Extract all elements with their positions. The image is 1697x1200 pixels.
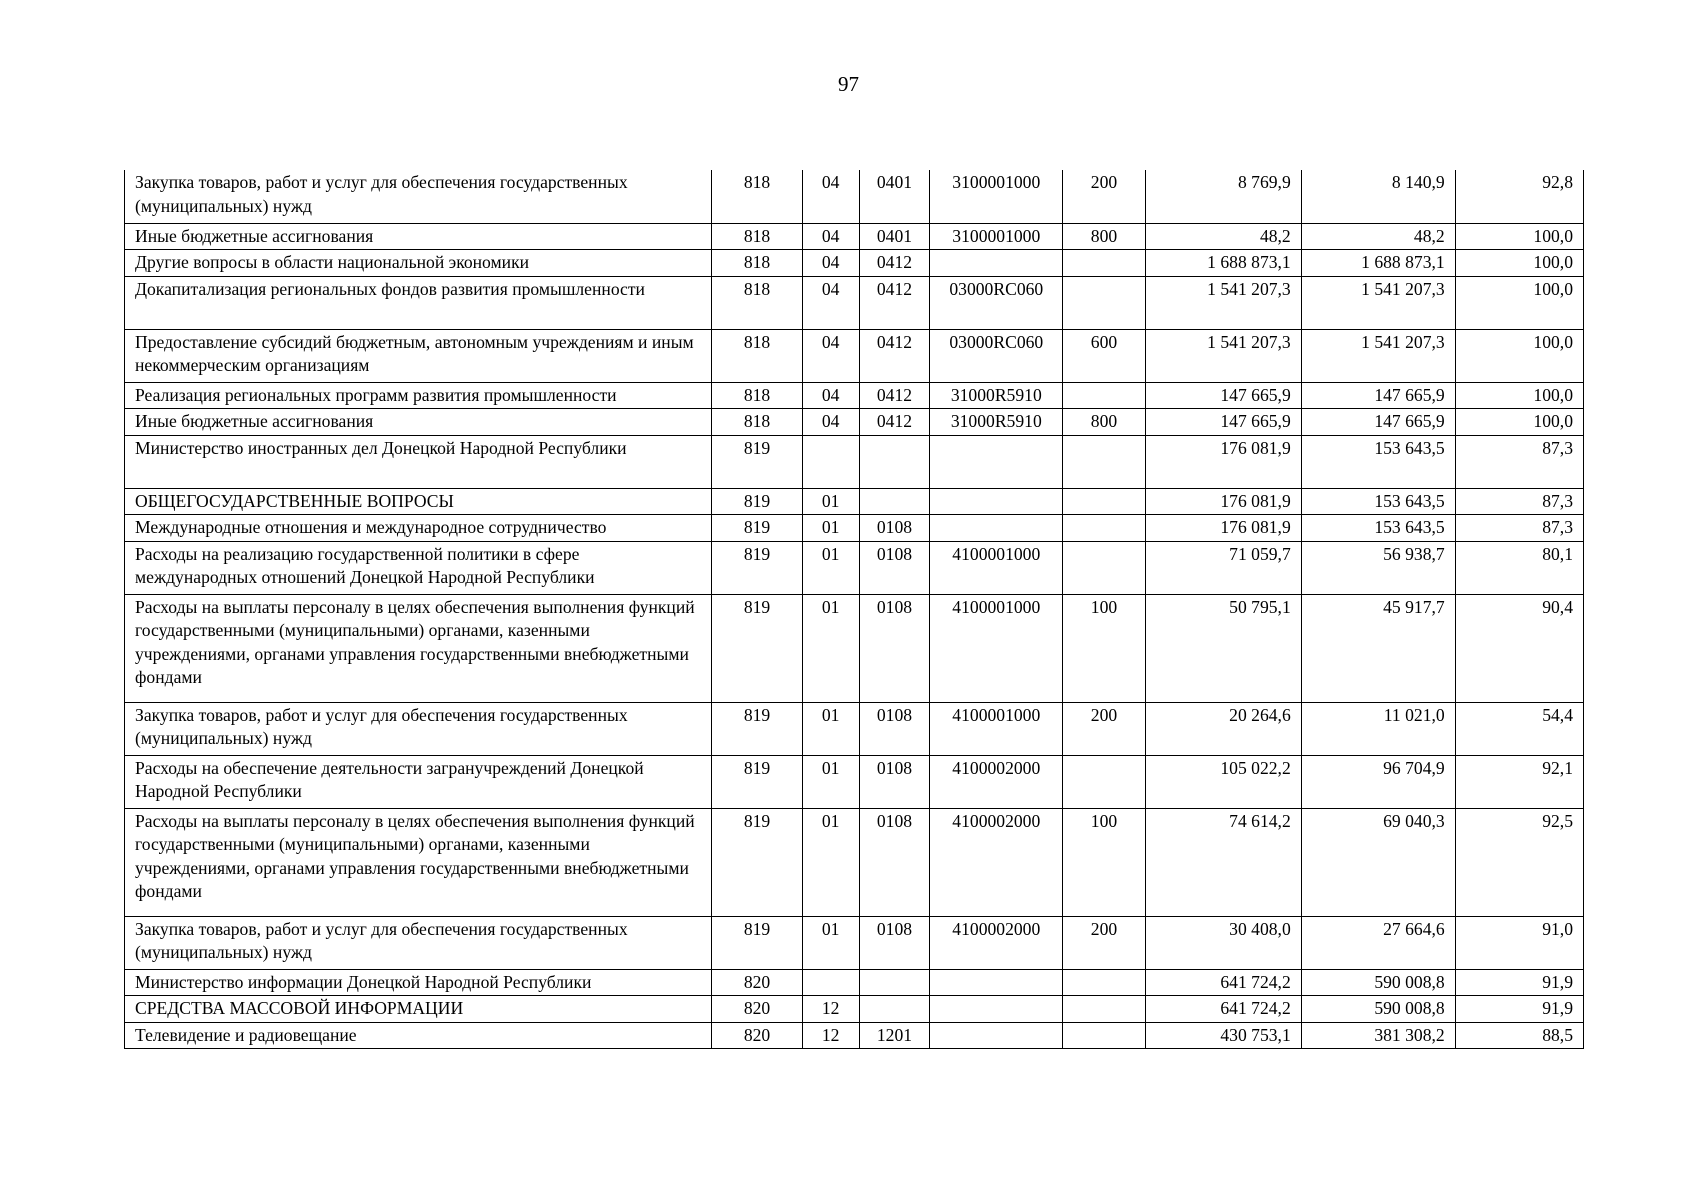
budget-table [124,170,1584,1049]
row-name-cell: Предоставление субсидий бюджетным, автономным учреждениям и иным некоммерческим организациям [125,329,712,382]
row-ministry-code-cell: 819 [712,435,803,488]
row-executed-amount-cell: 56 938,7 [1301,541,1455,594]
row-planned-amount-cell: 641 724,2 [1145,996,1301,1023]
row-target-article-cell [930,969,1063,996]
budget-table-body [125,170,1584,1049]
row-executed-amount-cell: 147 665,9 [1301,382,1455,409]
row-section-cell: 01 [802,916,859,969]
row-percent-cell: 87,3 [1455,488,1583,515]
row-planned-amount-cell: 641 724,2 [1145,969,1301,996]
row-subsection-cell: 0412 [859,250,930,277]
row-percent-cell: 100,0 [1455,250,1583,277]
row-executed-amount-cell: 147 665,9 [1301,409,1455,436]
row-expense-type-cell: 200 [1063,702,1146,755]
row-planned-amount-cell: 147 665,9 [1145,382,1301,409]
row-executed-amount-cell: 48,2 [1301,223,1455,250]
row-ministry-code-cell: 818 [712,250,803,277]
row-name-cell: Закупка товаров, работ и услуг для обеспечения государственных (муниципальных) нужд [125,702,712,755]
table-row [125,223,1584,250]
row-section-cell: 01 [802,702,859,755]
table-row [125,916,1584,969]
row-section-cell: 04 [802,170,859,223]
row-expense-type-cell [1063,755,1146,808]
row-subsection-cell: 0412 [859,329,930,382]
row-target-article-cell [930,435,1063,488]
row-section-cell: 04 [802,223,859,250]
table-row [125,702,1584,755]
row-planned-amount-cell: 1 541 207,3 [1145,276,1301,329]
row-percent-cell: 100,0 [1455,409,1583,436]
row-name-cell: Телевидение и радиовещание [125,1022,712,1049]
row-ministry-code-cell: 818 [712,382,803,409]
row-name-cell: Реализация региональных программ развития промышленности [125,382,712,409]
row-name-cell: Расходы на обеспечение деятельности загранучреждений Донецкой Народной Республики [125,755,712,808]
row-ministry-code-cell: 819 [712,702,803,755]
row-planned-amount-cell: 20 264,6 [1145,702,1301,755]
row-expense-type-cell [1063,996,1146,1023]
row-name-cell: Иные бюджетные ассигнования [125,409,712,436]
row-planned-amount-cell: 1 541 207,3 [1145,329,1301,382]
row-name-cell: Закупка товаров, работ и услуг для обеспечения государственных (муниципальных) нужд [125,916,712,969]
row-executed-amount-cell: 590 008,8 [1301,996,1455,1023]
row-section-cell: 04 [802,250,859,277]
row-planned-amount-cell: 48,2 [1145,223,1301,250]
row-target-article-cell [930,1022,1063,1049]
row-subsection-cell: 0401 [859,170,930,223]
row-subsection-cell: 0108 [859,541,930,594]
row-target-article-cell [930,515,1063,542]
table-row [125,541,1584,594]
row-planned-amount-cell: 105 022,2 [1145,755,1301,808]
row-percent-cell: 87,3 [1455,435,1583,488]
row-target-article-cell: 4100002000 [930,916,1063,969]
row-expense-type-cell [1063,488,1146,515]
row-planned-amount-cell: 50 795,1 [1145,594,1301,702]
table-row [125,488,1584,515]
table-row [125,594,1584,702]
row-target-article-cell: 4100001000 [930,594,1063,702]
row-planned-amount-cell: 147 665,9 [1145,409,1301,436]
row-ministry-code-cell: 820 [712,969,803,996]
row-target-article-cell: 03000RC060 [930,276,1063,329]
row-executed-amount-cell: 590 008,8 [1301,969,1455,996]
row-subsection-cell: 0412 [859,409,930,436]
row-name-cell: Иные бюджетные ассигнования [125,223,712,250]
row-expense-type-cell [1063,276,1146,329]
table-row [125,996,1584,1023]
row-executed-amount-cell: 11 021,0 [1301,702,1455,755]
row-percent-cell: 92,5 [1455,808,1583,916]
row-planned-amount-cell: 176 081,9 [1145,435,1301,488]
row-section-cell: 04 [802,276,859,329]
row-name-cell: ОБЩЕГОСУДАРСТВЕННЫЕ ВОПРОСЫ [125,488,712,515]
row-section-cell: 01 [802,515,859,542]
row-target-article-cell: 4100002000 [930,808,1063,916]
row-executed-amount-cell: 1 541 207,3 [1301,329,1455,382]
row-executed-amount-cell: 96 704,9 [1301,755,1455,808]
table-row [125,435,1584,488]
row-expense-type-cell [1063,435,1146,488]
row-percent-cell: 54,4 [1455,702,1583,755]
row-subsection-cell: 0108 [859,916,930,969]
row-name-cell: Докапитализация региональных фондов развития промышленности [125,276,712,329]
row-ministry-code-cell: 818 [712,223,803,250]
row-subsection-cell [859,488,930,515]
row-percent-cell: 91,9 [1455,996,1583,1023]
row-planned-amount-cell: 430 753,1 [1145,1022,1301,1049]
table-row [125,329,1584,382]
row-name-cell: Другие вопросы в области национальной экономики [125,250,712,277]
row-name-cell: Расходы на выплаты персоналу в целях обеспечения выполнения функций государственными (муниципальными) органами, казенными учреждениями, органами управления государственными внебюджетными фондами [125,594,712,702]
table-row [125,276,1584,329]
row-name-cell: Расходы на реализацию государственной политики в сфере международных отношений Донецкой Народной Республики [125,541,712,594]
row-percent-cell: 80,1 [1455,541,1583,594]
row-expense-type-cell [1063,515,1146,542]
row-subsection-cell: 0108 [859,515,930,542]
row-percent-cell: 90,4 [1455,594,1583,702]
row-section-cell: 01 [802,488,859,515]
row-expense-type-cell [1063,1022,1146,1049]
row-subsection-cell: 0108 [859,702,930,755]
row-section-cell: 04 [802,329,859,382]
row-ministry-code-cell: 818 [712,276,803,329]
row-ministry-code-cell: 820 [712,1022,803,1049]
row-target-article-cell [930,488,1063,515]
row-subsection-cell: 0412 [859,276,930,329]
table-row [125,382,1584,409]
page-number: 97 [838,72,859,96]
row-executed-amount-cell: 153 643,5 [1301,488,1455,515]
row-subsection-cell [859,969,930,996]
row-expense-type-cell: 800 [1063,409,1146,436]
row-target-article-cell: 4100002000 [930,755,1063,808]
row-expense-type-cell: 600 [1063,329,1146,382]
row-expense-type-cell: 100 [1063,594,1146,702]
row-percent-cell: 100,0 [1455,223,1583,250]
row-target-article-cell: 03000RC060 [930,329,1063,382]
row-subsection-cell: 0108 [859,808,930,916]
row-expense-type-cell: 800 [1063,223,1146,250]
table-row [125,170,1584,223]
row-section-cell [802,969,859,996]
table-row [125,969,1584,996]
row-executed-amount-cell: 381 308,2 [1301,1022,1455,1049]
row-subsection-cell [859,435,930,488]
row-ministry-code-cell: 818 [712,409,803,436]
table-row [125,755,1584,808]
row-ministry-code-cell: 819 [712,515,803,542]
row-percent-cell: 88,5 [1455,1022,1583,1049]
row-expense-type-cell [1063,541,1146,594]
row-percent-cell: 100,0 [1455,382,1583,409]
row-section-cell: 01 [802,755,859,808]
row-executed-amount-cell: 1 541 207,3 [1301,276,1455,329]
row-section-cell: 01 [802,808,859,916]
table-row [125,515,1584,542]
row-name-cell: СРЕДСТВА МАССОВОЙ ИНФОРМАЦИИ [125,996,712,1023]
row-percent-cell: 91,9 [1455,969,1583,996]
row-section-cell: 12 [802,1022,859,1049]
row-target-article-cell: 3100001000 [930,170,1063,223]
row-section-cell: 01 [802,541,859,594]
row-expense-type-cell: 200 [1063,170,1146,223]
row-section-cell: 04 [802,382,859,409]
row-target-article-cell [930,996,1063,1023]
row-name-cell: Расходы на выплаты персоналу в целях обеспечения выполнения функций государственными (муниципальными) органами, казенными учреждениями, органами управления государственными внебюджетными фондами [125,808,712,916]
row-percent-cell: 92,1 [1455,755,1583,808]
row-subsection-cell: 0412 [859,382,930,409]
row-percent-cell: 91,0 [1455,916,1583,969]
row-target-article-cell: 3100001000 [930,223,1063,250]
row-planned-amount-cell: 1 688 873,1 [1145,250,1301,277]
row-name-cell: Министерство иностранных дел Донецкой Народной Республики [125,435,712,488]
row-ministry-code-cell: 819 [712,808,803,916]
row-ministry-code-cell: 819 [712,916,803,969]
row-planned-amount-cell: 176 081,9 [1145,515,1301,542]
row-section-cell [802,435,859,488]
row-expense-type-cell: 200 [1063,916,1146,969]
row-target-article-cell: 4100001000 [930,541,1063,594]
row-target-article-cell: 31000R5910 [930,409,1063,436]
row-ministry-code-cell: 819 [712,594,803,702]
table-row [125,409,1584,436]
row-percent-cell: 92,8 [1455,170,1583,223]
table-row [125,250,1584,277]
row-name-cell: Закупка товаров, работ и услуг для обеспечения государственных (муниципальных) нужд [125,170,712,223]
row-ministry-code-cell: 818 [712,170,803,223]
row-percent-cell: 100,0 [1455,329,1583,382]
row-target-article-cell: 31000R5910 [930,382,1063,409]
row-planned-amount-cell: 30 408,0 [1145,916,1301,969]
table-row [125,808,1584,916]
row-executed-amount-cell: 27 664,6 [1301,916,1455,969]
row-executed-amount-cell: 69 040,3 [1301,808,1455,916]
row-ministry-code-cell: 819 [712,541,803,594]
row-planned-amount-cell: 71 059,7 [1145,541,1301,594]
row-target-article-cell [930,250,1063,277]
row-percent-cell: 100,0 [1455,276,1583,329]
row-planned-amount-cell: 176 081,9 [1145,488,1301,515]
row-planned-amount-cell: 74 614,2 [1145,808,1301,916]
row-ministry-code-cell: 818 [712,329,803,382]
row-executed-amount-cell: 45 917,7 [1301,594,1455,702]
row-subsection-cell: 0401 [859,223,930,250]
row-expense-type-cell [1063,969,1146,996]
row-section-cell: 01 [802,594,859,702]
row-subsection-cell: 0108 [859,755,930,808]
row-name-cell: Международные отношения и международное сотрудничество [125,515,712,542]
row-executed-amount-cell: 153 643,5 [1301,515,1455,542]
row-expense-type-cell: 100 [1063,808,1146,916]
row-section-cell: 12 [802,996,859,1023]
row-expense-type-cell [1063,382,1146,409]
row-subsection-cell: 1201 [859,1022,930,1049]
row-subsection-cell: 0108 [859,594,930,702]
row-section-cell: 04 [802,409,859,436]
row-planned-amount-cell: 8 769,9 [1145,170,1301,223]
row-name-cell: Министерство информации Донецкой Народной Республики [125,969,712,996]
row-ministry-code-cell: 820 [712,996,803,1023]
row-executed-amount-cell: 153 643,5 [1301,435,1455,488]
row-percent-cell: 87,3 [1455,515,1583,542]
row-executed-amount-cell: 1 688 873,1 [1301,250,1455,277]
row-executed-amount-cell: 8 140,9 [1301,170,1455,223]
row-expense-type-cell [1063,250,1146,277]
table-row [125,1022,1584,1049]
row-target-article-cell: 4100001000 [930,702,1063,755]
row-subsection-cell [859,996,930,1023]
row-ministry-code-cell: 819 [712,488,803,515]
row-ministry-code-cell: 819 [712,755,803,808]
